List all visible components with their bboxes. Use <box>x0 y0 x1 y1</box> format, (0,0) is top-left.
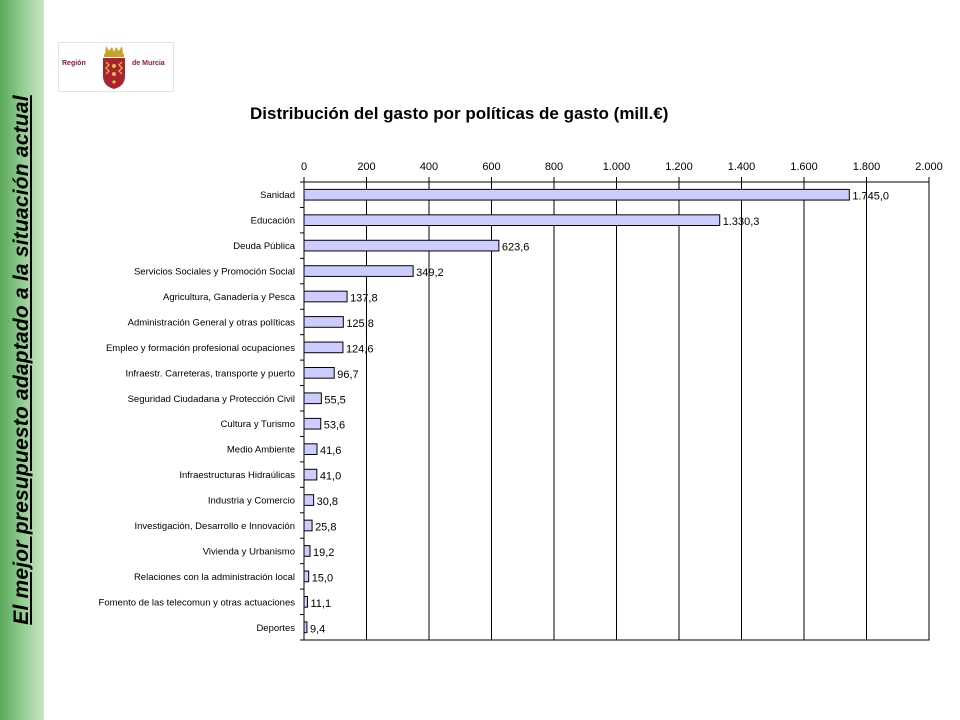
value-label: 137,8 <box>350 292 378 305</box>
bar <box>304 291 347 302</box>
value-label: 19,2 <box>313 546 335 559</box>
bar <box>304 469 317 480</box>
category-label: Medio Ambiente <box>226 444 295 456</box>
x-tick-label: 1.800 <box>852 161 881 173</box>
value-label: 53,6 <box>323 419 346 432</box>
category-label: Infraestr. Carreteras, transporte y puerto <box>125 368 295 380</box>
bar <box>304 444 317 455</box>
value-label: 623,6 <box>501 241 530 254</box>
category-label: Deuda Pública <box>233 241 295 253</box>
x-tick-label: 2.000 <box>915 161 943 173</box>
value-label: 125,8 <box>346 317 374 330</box>
bar <box>304 240 499 251</box>
logo-text-right: de Murcia <box>132 60 165 67</box>
category-label: Infraestructuras Hidraúlicas <box>179 470 295 482</box>
category-label: Cultura y Turismo <box>220 419 295 431</box>
category-label: Deportes <box>256 622 295 634</box>
bar <box>304 367 334 378</box>
bar <box>304 215 720 226</box>
value-label: 41,0 <box>319 470 342 483</box>
side-banner-text: El mejor presupuesto adaptado a la situación actual <box>10 95 33 625</box>
bar <box>304 189 849 200</box>
value-label: 30,8 <box>316 496 339 509</box>
category-label: Servicios Sociales y Promoción Social <box>133 266 295 278</box>
bar <box>304 546 310 557</box>
category-label: Sanidad <box>260 190 295 202</box>
category-label: Vivienda y Urbanismo <box>202 546 295 558</box>
bar <box>304 571 309 582</box>
x-tick-label: 0 <box>300 161 308 173</box>
bar <box>304 266 413 277</box>
bar <box>304 520 312 531</box>
labels-layer <box>99 161 943 635</box>
bar <box>304 596 307 607</box>
logo-text-left: Región <box>62 60 86 67</box>
value-label: 1.745,0 <box>852 190 890 203</box>
x-tick-label: 1.000 <box>602 161 631 173</box>
category-label: Fomento de las telecomun y otras actuaciones <box>98 597 295 609</box>
bar <box>304 622 307 633</box>
value-label: 15,0 <box>311 572 334 585</box>
value-label: 9,4 <box>309 623 326 636</box>
value-label: 41,6 <box>320 445 342 458</box>
category-label: Seguridad Ciudadana y Protección Civil <box>127 393 295 405</box>
category-label: Relaciones con la administración local <box>133 571 295 583</box>
x-tick-label: 1.200 <box>665 161 693 173</box>
value-label: 349,2 <box>416 267 444 280</box>
category-label: Administración General y otras políticas <box>127 317 295 329</box>
x-tick-label: 600 <box>482 161 501 173</box>
x-tick-label: 1.600 <box>790 161 818 173</box>
bars-layer <box>304 189 849 632</box>
bar <box>304 418 321 429</box>
bar <box>304 495 314 506</box>
bar <box>304 393 321 404</box>
category-label: Educación <box>250 215 295 227</box>
bar <box>304 342 343 353</box>
bar <box>304 317 343 328</box>
category-label: Investigación, Desarrollo e Innovación <box>134 521 295 532</box>
x-tick-label: 200 <box>357 161 376 173</box>
value-label: 124,6 <box>345 343 374 356</box>
category-label: Agricultura, Ganadería y Pesca <box>162 292 295 303</box>
x-tick-label: 1.400 <box>727 161 756 173</box>
x-tick-label: 800 <box>544 161 564 173</box>
value-label: 11,1 <box>310 597 332 610</box>
chart-title: Distribución del gasto por políticas de gasto (mill.€) <box>250 104 669 123</box>
x-tick-label: 400 <box>419 161 439 173</box>
value-label: 96,7 <box>337 368 359 381</box>
category-label: Empleo y formación profesional ocupaciones <box>105 342 295 354</box>
category-label: Industria y Comercio <box>207 495 295 507</box>
value-label: 25,8 <box>315 521 337 534</box>
value-label: 1.330,3 <box>722 216 760 229</box>
value-label: 55,5 <box>324 394 346 407</box>
